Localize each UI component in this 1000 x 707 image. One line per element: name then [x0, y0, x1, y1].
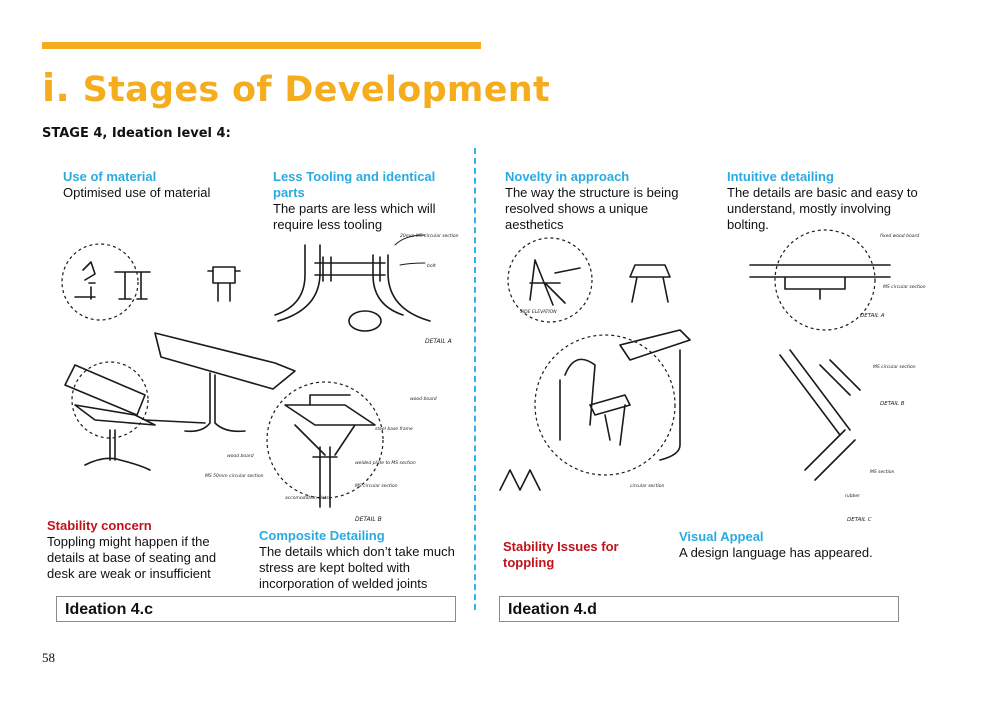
ideation-4d-sketch [495, 225, 926, 535]
caption-ideation-4c: Ideation 4.c [56, 596, 456, 622]
body-novelty: The way the structure is being resolved shows a unique aesthetics [505, 185, 679, 232]
chair-mini-sketch [75, 262, 95, 299]
heading-less-tooling: Less Tooling and identical parts [273, 169, 436, 200]
heading-visual-appeal: Visual Appeal [679, 529, 764, 544]
chair-seat-sketch [75, 405, 155, 425]
body-intuitive: The details are basic and easy to understand, mostly involving bolting. [727, 185, 918, 232]
annotation-less-tooling [273, 169, 458, 233]
note-side-elevation: SIDE ELEVATION [520, 310, 557, 315]
seat-frame-4d [560, 359, 630, 440]
front-view-sketch [630, 265, 670, 302]
frame-joint-sketch [285, 395, 375, 455]
annotation-novelty [505, 169, 705, 233]
note-ms-circular-2: MS 50mm circular section [205, 474, 264, 479]
tube-detail-4d [780, 350, 860, 435]
note-circular-section: circular section [630, 484, 665, 489]
body-visual-appeal: A design language has appeared. [679, 545, 873, 560]
annotation-stability-concern [47, 518, 242, 582]
note-ms-circular: 20mm MS circular section [400, 234, 459, 239]
note-wood-board: wood board [410, 397, 437, 402]
note-ms-section: MS section [870, 470, 895, 475]
note-rubber: rubber [845, 494, 861, 499]
tube-joint-sketch [275, 245, 430, 321]
heading-stability-issues: Stability Issues for toppling [503, 539, 619, 570]
board-bolt-sketch [750, 265, 890, 299]
bolt-sketch [315, 257, 385, 281]
note-detail-a: DETAIL A [425, 338, 452, 345]
body-use-of-material: Optimised use of material [63, 185, 211, 200]
body-composite-detailing: The details which don’t take much stress are kept bolted with incorporation of welded joints [259, 544, 455, 591]
legs-4d [605, 350, 680, 460]
note-ms-circular-4d: MS circular section [883, 285, 926, 290]
note-detail-b-4d: DETAIL B [880, 401, 905, 407]
note-ms-circular-4d-2: MS circular section [873, 365, 916, 370]
connector-tube-sketch [145, 420, 205, 423]
annotation-use-of-material [63, 169, 253, 201]
page-number: 58 [42, 650, 55, 665]
rubber-foot-sketch [805, 430, 855, 480]
heading-intuitive: Intuitive detailing [727, 169, 834, 184]
desk-top-sketch [155, 333, 295, 389]
side-elevation-chair [530, 260, 580, 305]
caption-ideation-4d: Ideation 4.d [499, 596, 899, 622]
chair-back-sketch [65, 365, 145, 415]
header-accent-bar [42, 42, 481, 49]
stage-label: STAGE 4, Ideation level 4: [42, 126, 231, 141]
front-elevation-sketch [208, 267, 240, 301]
detail-circle-main [535, 335, 675, 475]
note-welded-plate: welded plate to MS section [355, 461, 416, 466]
note-ms-circular-3: MS circular section [355, 484, 398, 489]
note-fixed-board: fixed wood board [880, 234, 920, 239]
leader-lines-a [395, 235, 425, 265]
note-wood-board-2: wood board [227, 454, 254, 459]
heading-use-of-material: Use of material [63, 169, 157, 184]
detail-circle-composite [267, 382, 383, 498]
note-bolt: bolt [427, 264, 436, 269]
note-detail-c: DETAIL C [847, 517, 872, 523]
heading-composite-detailing: Composite Detailing [259, 528, 385, 543]
desk-mini-sketch [115, 272, 150, 299]
annotation-composite-detailing [259, 528, 469, 592]
heading-stability-concern: Stability concern [47, 518, 152, 533]
note-steel-frame: steel base frame [375, 427, 413, 432]
page-title [42, 66, 550, 110]
body-less-tooling: The parts are less which will require less tooling [273, 201, 436, 232]
detail-circle-seat [72, 362, 148, 438]
body-stability-concern: Toppling might happen if the details at base of seating and desk are weak or insufficient [47, 534, 217, 581]
annotation-visual-appeal [679, 529, 899, 561]
detail-circle-material [62, 244, 138, 320]
toppling-sketch [500, 470, 540, 490]
chair-base-sketch [85, 430, 150, 470]
note-detail-b: DETAIL B [355, 516, 382, 523]
title-text: Stages of Development [82, 70, 550, 110]
annotation-intuitive [727, 169, 927, 233]
note-detail-a-4d: DETAIL A [860, 313, 885, 319]
heading-novelty: Novelty in approach [505, 169, 630, 184]
annotation-stability-issues [503, 539, 643, 571]
note-accom-slots: accomodation slots [285, 496, 329, 501]
title-prefix: i. [42, 66, 71, 110]
tube-end-sketch [349, 311, 381, 331]
